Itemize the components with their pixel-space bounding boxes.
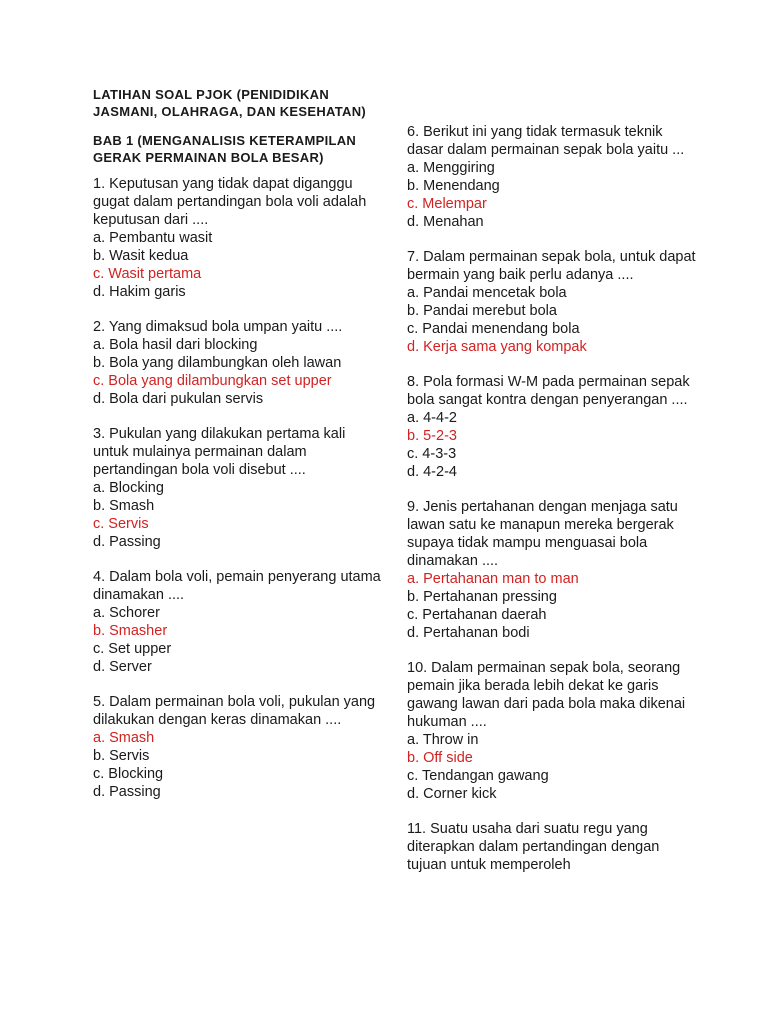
option-b-correct: b. Smasher [93,623,168,639]
question-stem: 3. Pukulan yang dilakukan pertama kali untuk mulainya permainan dalam pertandingan bola voli disebut .... [93,426,346,478]
option-a: a. Menggiring [407,160,495,176]
question-9 [407,498,697,642]
option-c-correct: c. Servis [93,516,149,532]
question-10 [407,659,697,803]
question-5 [93,693,383,801]
document-title: LATIHAN SOAL PJOK (PENIDIDIKAN JASMANI, OLAHRAGA, DAN KESEHATAN) [93,87,367,119]
option-c: c. Set upper [93,641,172,657]
question-11 [407,820,697,874]
option-d: d. 4-2-4 [407,464,457,480]
option-a-correct: a. Pertahanan man to man [407,571,579,587]
question-stem: 10. Dalam permainan sepak bola, seorang pemain jika berada lebih dekat ke garis gawang lawan dari pada bola maka dikenai hukuman .... [407,660,686,730]
option-c: c. Tendangan gawang [407,768,549,784]
option-d-correct: d. Kerja sama yang kompak [407,339,587,355]
option-b: b. Pandai merebut bola [407,303,557,319]
option-a: a. Pandai mencetak bola [407,285,567,301]
chapter-title: BAB 1 (MENGANALISIS KETERAMPILAN GERAK PERMAINAN BOLA BESAR) [93,133,357,165]
question-6 [407,123,697,231]
question-stem: 7. Dalam permainan sepak bola, untuk dapat bermain yang baik perlu adanya .... [407,249,696,283]
option-b-correct: b. Off side [407,750,473,766]
left-column [93,0,383,818]
option-b: b. Servis [93,748,150,764]
question-stem: 9. Jenis pertahanan dengan menjaga satu lawan satu ke manapun mereka bergerak supaya tidak mampu menguasai bola dinamakan .... [407,499,678,569]
question-stem: 8. Pola formasi W-M pada permainan sepak bola sangat kontra dengan penyerangan .... [407,374,690,408]
option-c: c. Pertahanan daerah [407,607,547,623]
option-a: a. Blocking [93,480,164,496]
option-a: a. Throw in [407,732,479,748]
option-d: d. Passing [93,534,161,550]
option-a: a. Bola hasil dari blocking [93,337,258,353]
question-8 [407,373,697,481]
option-a: a. Schorer [93,605,160,621]
question-stem: 6. Berikut ini yang tidak termasuk teknik dasar dalam permainan sepak bola yaitu ... [407,124,685,158]
option-d: d. Menahan [407,214,484,230]
option-b-correct: b. 5-2-3 [407,428,457,444]
option-c-correct: c. Bola yang dilambungkan set upper [93,373,332,389]
option-c-correct: c. Wasit pertama [93,266,202,282]
option-b: b. Smash [93,498,155,514]
question-1 [93,175,383,301]
option-c: c. Pandai menendang bola [407,321,580,337]
question-stem: 5. Dalam permainan bola voli, pukulan yang dilakukan dengan keras dinamakan .... [93,694,376,728]
option-d: d. Server [93,659,152,675]
option-c-correct: c. Melempar [407,196,487,212]
option-d: d. Corner kick [407,786,497,802]
question-4 [93,568,383,676]
question-stem: 11. Suatu usaha dari suatu regu yang diterapkan dalam pertandingan dengan tujuan untuk memperoleh [407,821,660,873]
option-b: b. Bola yang dilambungkan oleh lawan [93,355,342,371]
option-d: d. Passing [93,784,161,800]
question-stem: 4. Dalam bola voli, pemain penyerang utama dinamakan .... [93,569,381,603]
option-c: c. Blocking [93,766,164,782]
question-stem: 1. Keputusan yang tidak dapat diganggu gugat dalam pertandingan bola voli adalah keputusan dari .... [93,176,367,228]
option-b: b. Menendang [407,178,500,194]
option-d: d. Pertahanan bodi [407,625,530,641]
option-c: c. 4-3-3 [407,446,457,462]
option-a: a. Pembantu wasit [93,230,213,246]
question-2 [93,318,383,408]
option-b: b. Wasit kedua [93,248,189,264]
question-3 [93,425,383,551]
right-column [407,0,697,891]
option-a: a. 4-4-2 [407,410,457,426]
option-a-correct: a. Smash [93,730,155,746]
option-d: d. Hakim garis [93,284,186,300]
question-7 [407,248,697,356]
option-d: d. Bola dari pukulan servis [93,391,264,407]
question-stem: 2. Yang dimaksud bola umpan yaitu .... [93,319,343,335]
option-b: b. Pertahanan pressing [407,589,557,605]
